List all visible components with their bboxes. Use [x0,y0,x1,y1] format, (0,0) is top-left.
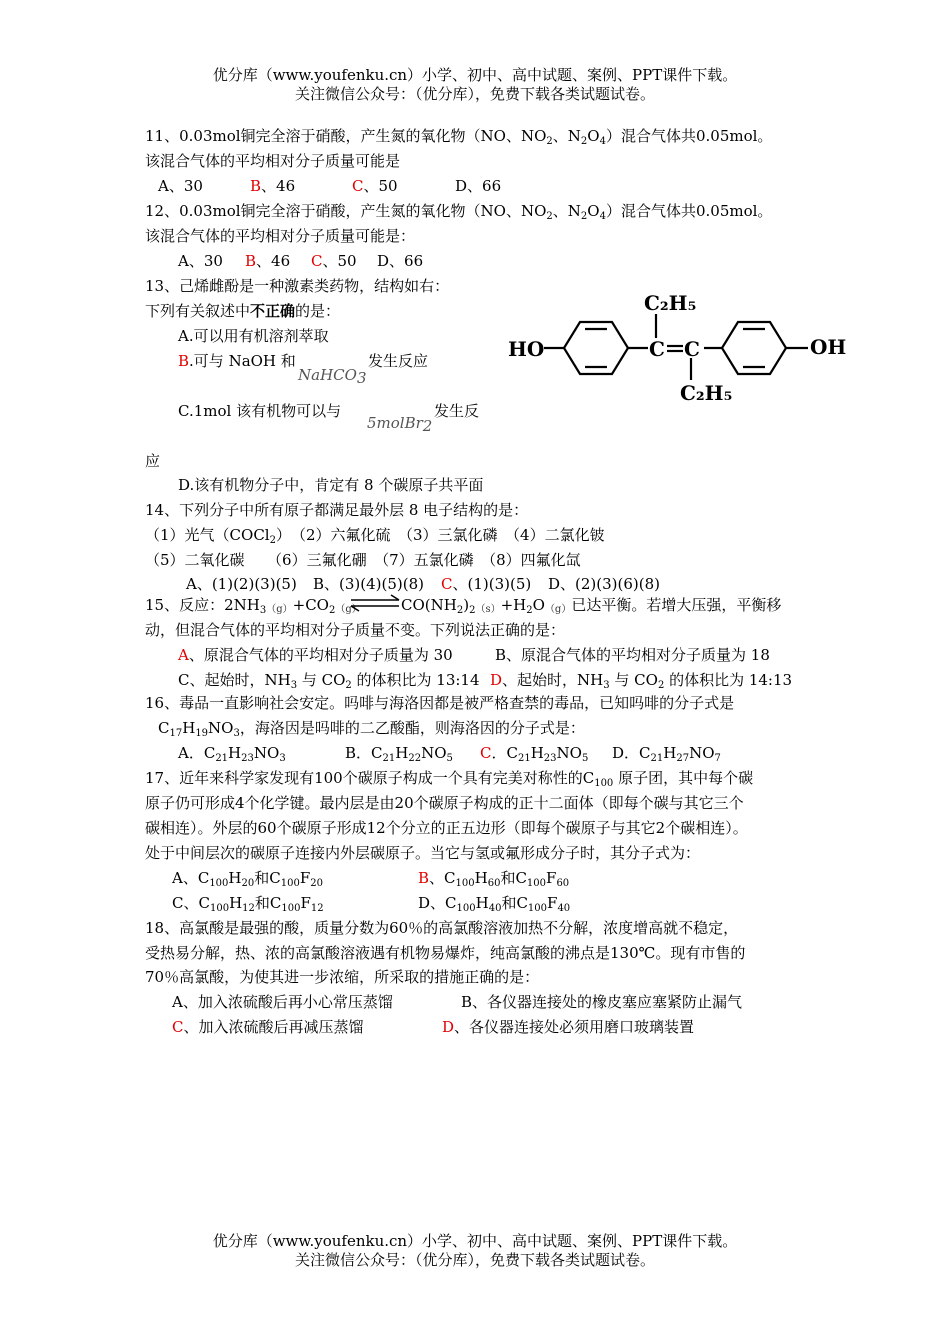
q17-option-d: D、$C_{100}H_{40}$和$C_{100}F_{40}$ [418,894,571,914]
q15-line1-right: $CO(NH_2)_2(s)+H_2O(g)$已达平衡。若增大压强，平衡移 [401,596,782,616]
structure-c2h5-bottom: C₂H₅ [680,381,733,402]
q11-line2: 该混合气体的平均相对分子质量可能是 [145,152,401,170]
structure-carbon-1: C [649,337,665,361]
structure-carbon-2: C [684,337,700,361]
q17-option-c: C、$C_{100}H_{12}$和$C_{100}F_{12}$ [172,894,324,914]
q13-option-c-tail: 发生反 [434,402,480,420]
q17-line4: 处于中间层次的碳原子连接内外层碳原子。当它与氢或氟形成分子时，其分子式为： [145,844,701,862]
q16-line2: $C_{17}H_{19}NO_3$，海洛因是吗啡的二乙酸酯，则海洛因的分子式是： [158,719,585,739]
q17-line1: 17、近年来科学家发现有100个碳原子构成一个具有完美对称性的$C_{100}$ 原子团，其中每个碳 [145,769,754,789]
q15-option-a: A、原混合气体的平均相对分子质量为 30 [178,646,453,664]
q12-option-a: A、30 [178,252,223,270]
q11-option-a: A、30 [158,177,203,195]
q14-option-d: D、(2)(3)(6)(8) [548,575,661,593]
structure-ho: HO [508,337,545,361]
q17-option-b: B、$C_{100}H_{60}$和$C_{100}F_{60}$ [418,869,570,889]
q15-line1: 15、反应：$2NH_3(g)+CO_2(g)$ [145,596,362,616]
page-footer-line1: 优分库（www.youfenku.cn）小学、初中、高中试题、案例、PPT课件下载。 [212,1232,738,1250]
q11-line1: 11、0.03mol铜完全溶于硝酸，产生氮的氧化物（NO、$NO_2$、$N_2O_4$）混合气体共0.05mol。 [145,127,773,147]
q14-option-c: C、(1)(3)(5) [441,575,532,593]
q17-option-a: A、$C_{100}H_{20}$和$C_{100}F_{20}$ [172,869,323,889]
q14-line1: 14、下列分子中所有原子都满足最外层 8 电子结构的是： [145,501,529,519]
page-footer-line2: 关注微信公众号：（优分库），免费下载各类试题试卷。 [294,1251,655,1269]
q18-option-c: C、加入浓硫酸后再减压蒸馏 [172,1018,364,1036]
q18-option-d: D、各仪器连接处必须用磨口玻璃装置 [442,1018,695,1036]
q18-line3: 70％高氯酸，为使其进一步浓缩，所采取的措施正确的是： [145,968,540,986]
q14-line3: （5）二氧化碳 （6）三氟化硼 （7）五氯化磷 （8）四氟化氙 [145,551,581,569]
q13-option-c-formula: 5molBr2 [367,414,433,435]
q11-option-b: B、46 [250,177,296,195]
q14-line2: （1）光气（COCl$_2$） （2）六氟化硫 （3）三氯化磷 （4）二氯化铍 [145,526,605,546]
q14-option-a: A、(1)(2)(3)(5) [186,575,297,593]
q15-option-c: C、起始时，$NH_3$ 与 $CO_2$ 的体积比为 13:14 [178,671,480,691]
q12-line1: 12、0.03mol铜完全溶于硝酸，产生氮的氧化物（NO、$NO_2$、$N_2O_4$）混合气体共0.05mol。 [145,202,773,222]
q13-option-a: A.可以用有机溶剂萃取 [178,327,329,345]
q18-option-b: B、各仪器连接处的橡皮塞应塞紧防止漏气 [461,993,743,1011]
q11-option-c: C、50 [352,177,398,195]
q16-option-b: B．$C_{21}H_{22}NO_5$ [345,744,453,764]
q16-option-a: A．$C_{21}H_{23}NO_3$ [178,744,286,764]
q14-option-b: B、(3)(4)(5)(8) [313,575,425,593]
page-header-line1: 优分库（www.youfenku.cn）小学、初中、高中试题、案例、PPT课件下载。 [212,66,738,84]
structure-oh: OH [810,335,847,359]
q16-option-c: C．$C_{21}H_{23}NO_5$ [480,744,589,764]
q11-option-d: D、66 [455,177,502,195]
q16-line1: 16、毒品一直影响社会安定。吗啡与海洛因都是被严格查禁的毒品，已知吗啡的分子式是 [145,694,735,712]
q12-option-c: C、50 [311,252,357,270]
q13-line1: 13、己烯雌酚是一种激素类药物，结构如右： [145,277,450,295]
diethylstilbestrol-structure [508,290,848,402]
q13-option-c-continued: 应 [145,452,161,470]
q12-option-b: B、46 [245,252,291,270]
q13-option-d: D.该有机物分子中，肯定有 8 个碳原子共平面 [178,476,484,494]
q18-line1: 18、高氯酸是最强的酸，质量分数为60％的高氯酸溶液加热不分解，浓度增高就不稳定， [145,919,739,937]
q15-line2: 动，但混合气体的平均相对分子质量不变。下列说法正确的是： [145,621,566,639]
structure-c2h5-top: C₂H₅ [644,291,697,315]
q15-option-d: D、起始时，$NH_3$ 与 $CO_2$ 的体积比为 14:13 [490,671,793,691]
page-header-line2: 关注微信公众号：（优分库），免费下载各类试题试卷。 [294,85,655,103]
q12-line2: 该混合气体的平均相对分子质量可能是： [145,227,416,245]
equilibrium-arrow-icon [349,594,401,612]
q16-option-d: D．$C_{21}H_{27}NO_7$ [612,744,721,764]
q13-option-b-tail: 发生反应 [368,352,429,370]
q13-option-b-formula: NaHCO3 [298,366,367,387]
q18-option-a: A、加入浓硫酸后再小心常压蒸馏 [172,993,393,1011]
q18-line2: 受热易分解，热、浓的高氯酸溶液遇有机物易爆炸，纯高氯酸的沸点是130℃。现有市售的 [145,944,746,962]
q15-option-b: B、原混合气体的平均相对分子质量为 18 [495,646,770,664]
q13-option-c: C.1mol 该有机物可以与 [178,402,342,420]
q12-option-d: D、66 [377,252,424,270]
q17-line2: 原子仍可形成4个化学键。最内层是由20个碳原子构成的正十二面体（即每个碳与其它三个 [145,794,744,812]
q17-line3: 碳相连）。外层的60个碳原子形成12个分立的正五边形（即每个碳原子与其它2个碳相连）。 [145,819,748,837]
q13-option-b: B.可与 NaOH 和 [178,352,296,370]
q13-line2: 下列有关叙述中不正确的是： [145,302,341,320]
